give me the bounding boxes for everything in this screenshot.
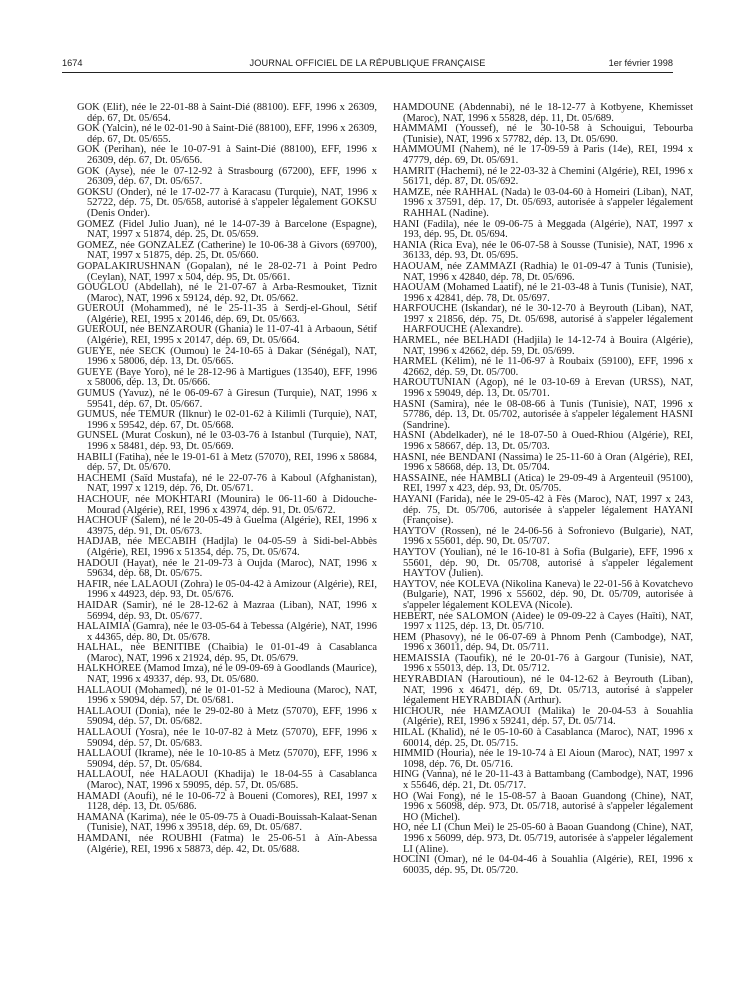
register-entry: HEBERT, née SALOMON (Aidee) le 09-09-22 à Cayes (Haïti), NAT, 1997 x 1125, dép. 13, Dt. 05/710. (393, 610, 693, 633)
journal-title: JOURNAL OFFICIEL DE LA RÉPUBLIQUE FRANÇAISE (249, 58, 486, 68)
register-entry: HIMMID (Houria), née le 19-10-74 à El Aioun (Maroc), NAT, 1997 x 1098, dép. 76, Dt. 05/716. (393, 748, 693, 770)
register-entry: HALLAOUI, née HALAOUI (Khadija) le 18-04-55 à Casablanca (Maroc), NAT, 1996 x 59095, dép. 57, Dt. 05/685. (77, 769, 377, 791)
register-entry: HAMANA (Karima), née le 05-09-75 à Ouadi-Bouissah-Kalaat-Senan (Tunisie), NAT, 1996 x 39518, dép. 69, Dt. 05/687. (77, 811, 377, 834)
register-entry: GOMEZ (Fidel Julio Juan), né le 14-07-39 à Barcelone (Espagne), NAT, 1997 x 51874, dép. 25, Dt. 05/659. (77, 218, 377, 241)
register-entry: HAMADI (Aoufi), né le 10-06-72 à Boueni (Comores), REI, 1997 x 1128, dép. 13, Dt. 05/686. (77, 790, 377, 813)
register-entry: HAYTOV (Youlian), né le 16-10-81 à Sofia (Bulgarie), EFF, 1996 x 55601, dép. 90, Dt. 05/708, autorisé à s'appeler légalement HAYTOV (Julien). (393, 546, 693, 580)
register-entry: HALHAL, née BENITIBE (Chaibia) le 01-01-49 à Casablanca (Maroc), NAT, 1996 x 21924, dép. 95, Dt. 05/679. (77, 642, 377, 664)
register-entry: HILAL (Khalid), né le 05-10-60 à Casablanca (Maroc), NAT, 1996 x 60014, dép. 25, Dt. 05/715. (393, 727, 693, 749)
register-entry: HICHOUR, née HAMZAOUI (Malika) le 20-04-53 à Souahlia (Algérie), REI, 1996 x 59241, dép. 57, Dt. 05/714. (393, 705, 693, 728)
register-entry: HASSAINE, née HAMBLI (Atica) le 29-09-49 à Argenteuil (95100), REI, 1997 x 423, dép. 93, Dt. 05/705. (393, 472, 693, 495)
register-entry: HAFIR, née LALAOUI (Zohra) le 05-04-42 à Amizour (Algérie), REI, 1996 x 44923, dép. 93, Dt. 05/676. (77, 578, 377, 601)
register-entry: GUNSEL (Murat Coskun), né le 03-03-76 à Istanbul (Turquie), NAT, 1996 x 58481, dép. 93, Dt. 05/669. (77, 430, 377, 452)
register-entry: GUEYE, née SECK (Oumou) le 24-10-65 à Dakar (Sénégal), NAT, 1996 x 58006, dép. 13, Dt. 05/665. (77, 345, 377, 368)
register-entry: HAIDAR (Samir), né le 28-12-62 à Mazraa (Liban), NAT, 1996 x 56994, dép. 93, Dt. 05/677. (77, 599, 377, 622)
register-entry: HAYANI (Farida), née le 29-05-42 à Fès (Maroc), NAT, 1997 x 243, dép. 75, Dt. 05/706, autorisée à s'appeler légalement HAYANI (Françoise). (393, 493, 693, 527)
register-entry: HALLAOUI (Yosra), née le 10-07-82 à Metz (57070), EFF, 1996 x 59094, dép. 57, Dt. 05/683. (77, 727, 377, 749)
register-entry: HAYTOV, née KOLEVA (Nikolina Kaneva) le 22-01-56 à Kovatchevo (Bulgarie), NAT, 1996 x 55602, dép. 90, Dt. 05/709, autorisée à s'appeler légalement KOLEVA (Nicole). (393, 578, 693, 611)
register-entry: HALLAOUI (Donia), née le 29-02-80 à Metz (57070), EFF, 1996 x 59094, dép. 57, Dt. 05/682. (77, 705, 377, 728)
register-entry: GOK (Yalcin), né le 02-01-90 à Saint-Dié (88100), EFF, 1996 x 26309, dép. 67, Dt. 05/655. (77, 123, 377, 145)
register-entry: HALLAOUI (Mohamed), né le 01-01-52 à Mediouna (Maroc), NAT, 1996 x 59094, dép. 57, Dt. 05/681. (77, 684, 377, 707)
register-entry: HEM (Phasovy), né le 06-07-69 à Phnom Penh (Cambodge), NAT, 1996 x 36011, dép. 94, Dt. 05/711. (393, 631, 693, 654)
register-entry: HARFOUCHE (Iskandar), né le 30-12-70 à Beyrouth (Liban), NAT, 1997 x 21856, dép. 75, Dt. 05/698, autorisé à s'appeler légalement HARFOUCHE (Alexandre). (393, 303, 693, 336)
register-entry: HASNI, née BENDANI (Nassima) le 25-11-60 à Oran (Algérie), REI, 1996 x 58668, dép. 13, Dt. 05/704. (393, 451, 693, 474)
register-entry: GUMUS, née TEMUR (Ilknur) le 02-01-62 à Kilimli (Turquie), NAT, 1996 x 59542, dép. 67, Dt. 05/668. (77, 409, 377, 431)
register-entry: HOCINI (Omar), né le 04-04-46 à Souahlia (Algérie), REI, 1996 x 60035, dép. 95, Dt. 05/720. (393, 854, 693, 876)
left-column (77, 103, 377, 984)
register-entry: HING (Vanna), né le 20-11-43 à Battambang (Cambodge), NAT, 1996 x 55646, dép. 21, Dt. 05/717. (393, 769, 693, 791)
register-entry: HADOUI (Hayat), née le 21-09-73 à Oujda (Maroc), NAT, 1996 x 59634, dép. 68, Dt. 05/675. (77, 557, 377, 580)
register-entry: HACHOUF, née MOKHTARI (Mounira) le 06-11-60 à Didouche-Mourad (Algérie), REI, 1996 x 43974, dép. 91, Dt. 05/672. (77, 493, 377, 516)
publication-date: 1er février 1998 (608, 58, 673, 68)
register-entry: HAOUAM (Mohamed Laatif), né le 21-03-48 à Tunis (Tunisie), NAT, 1996 x 42841, dép. 78, Dt. 05/697. (393, 282, 693, 304)
register-entry: HACHOUF (Salem), né le 20-05-49 à Guelma (Algérie), REI, 1996 x 43975, dép. 91, Dt. 05/673. (77, 515, 377, 537)
register-entry: HEMAISSIA (Taoufik), né le 20-01-76 à Gargour (Tunisie), NAT, 1996 x 55013, dép. 13, Dt. 05/712. (393, 652, 693, 675)
register-entry: HACHEMI (Saïd Mustafa), né le 22-07-76 à Kaboul (Afghanistan), NAT, 1997 x 1219, dép. 76, Dt. 05/671. (77, 472, 377, 495)
header-rule (62, 72, 673, 73)
register-entry: HAMMAMI (Youssef), né le 30-10-58 à Schouigui, Tebourba (Tunisie), NAT, 1996 x 57782, dép. 13, Dt. 05/690. (393, 123, 693, 145)
register-entry: GOMEZ, née GONZALEZ (Catherine) le 10-06-38 à Givors (69700), NAT, 1997 x 51875, dép. 25, Dt. 05/660. (77, 239, 377, 262)
register-entry: GUEROUI (Mohammed), né le 25-11-35 à Serdj-el-Ghoul, Sétif (Algérie), REI, 1995 x 20146, dép. 69, Dt. 05/663. (77, 303, 377, 325)
register-entry: HAMDANI, née ROUBHI (Fatma) le 25-06-51 à Aïn-Abessa (Algérie), REI, 1996 x 58873, dép. 42, Dt. 05/688. (77, 832, 377, 855)
register-entry: GUMUS (Yavuz), né le 06-09-67 à Giresun (Turquie), NAT, 1996 x 59541, dép. 67, Dt. 05/667. (77, 388, 377, 410)
register-entry: HAYTOV (Rossen), né le 24-06-56 à Sofronievo (Bulgarie), NAT, 1996 x 55601, dép. 90, Dt. 05/707. (393, 525, 693, 548)
register-entry: HALAIMIA (Gamra), née le 03-05-64 à Tebessa (Algérie), NAT, 1996 x 44365, dép. 80, Dt. 05/678. (77, 621, 377, 643)
register-entry: GOPALAKIRUSHNAN (Gopalan), né le 28-02-71 à Point Pedro (Ceylan), NAT, 1997 x 504, dép. 95, Dt. 05/661. (77, 260, 377, 283)
register-entry: HO (Wai Fong), né le 15-08-57 à Baoan Guandong (Chine), NAT, 1996 x 56098, dép. 973, Dt. 05/718, autorisé à s'appeler légalement HO (Michel). (393, 790, 693, 823)
register-entry: HANIA (Rica Eva), née le 06-07-58 à Sousse (Tunisie), NAT, 1996 x 36133, dép. 93, Dt. 05/695. (393, 239, 693, 262)
register-entry: HO, née LI (Chun Mei) le 25-05-60 à Baoan Guandong (Chine), NAT, 1996 x 56099, dép. 973, Dt. 05/719, autorisée à s'appeler légalement LI (Aline). (393, 822, 693, 855)
register-entry: GUEYE (Baye Yoro), né le 28-12-96 à Martigues (13540), EFF, 1996 x 58006, dép. 13, Dt. 05/666. (77, 366, 377, 389)
register-entry: HANI (Fadila), née le 09-06-75 à Meggada (Algérie), NAT, 1997 x 193, dép. 95, Dt. 05/694. (393, 218, 693, 241)
page-number: 1674 (62, 58, 83, 68)
register-entry: HADJAB, née MECABIH (Hadjla) le 04-05-59 à Sidi-bel-Abbès (Algérie), REI, 1996 x 51354, dép. 75, Dt. 05/674. (77, 536, 377, 558)
register-entry: HASNI (Samira), née le 08-08-66 à Tunis (Tunisie), NAT, 1996 x 57786, dép. 13, Dt. 05/702, autorisée à s'appeler légalement HASNI (Sandrine). (393, 398, 693, 431)
register-entry: HALLAOUI (Ikrame), née le 10-10-85 à Metz (57070), EFF, 1996 x 59094, dép. 57, Dt. 05/684. (77, 748, 377, 770)
register-entry: HAMRIT (Hachemi), né le 22-03-32 à Chemini (Algérie), REI, 1996 x 56171, dép. 87, Dt. 05/692. (393, 165, 693, 188)
register-entry: HAMZE, née RAHHAL (Nada) le 03-04-60 à Homeiri (Liban), NAT, 1996 x 37591, dép. 17, Dt. 05/693, autorisée à s'appeler légalement RAHHAL (Nadine). (393, 186, 693, 219)
register-entry: HABILI (Fatiha), née le 19-01-61 à Metz (57070), REI, 1996 x 58684, dép. 57, Dt. 05/670. (77, 451, 377, 474)
register-entry: HEYRABDIAN (Haroutioun), né le 04-12-62 à Beyrouth (Liban), NAT, 1996 x 46471, dép. 69, Dt. 05/713, autorisé à s'appeler légalement HEYRABDIAN (Arthur). (393, 674, 693, 707)
register-entry: HARMEL, née BELHADI (Hadjila) le 14-12-74 à Bouira (Algérie), NAT, 1996 x 42662, dép. 59, Dt. 05/699. (393, 335, 693, 357)
page-header (62, 58, 673, 72)
right-column (393, 103, 693, 984)
register-entry: GOUGLOU (Abdellah), né le 21-07-67 à Arba-Resmouket, Tiznit (Maroc), NAT, 1996 x 59124, dép. 92, Dt. 05/662. (77, 282, 377, 304)
register-entry: HAMDOUNE (Abdennabi), né le 18-12-77 à Kotbyene, Khemisset (Maroc), NAT, 1996 x 55828, dép. 11, Dt. 05/689. (393, 103, 693, 124)
register-entry: HAMMOUMI (Nahem), né le 17-09-59 à Paris (14e), REI, 1994 x 47779, dép. 69, Dt. 05/691. (393, 144, 693, 166)
register-entry: GOK (Perihan), née le 10-07-91 à Saint-Dié (88100), EFF, 1996 x 26309, dép. 67, Dt. 05/656. (77, 144, 377, 166)
register-entry: GOK (Elif), née le 22-01-88 à Saint-Dié (88100). EFF, 1996 x 26309, dép. 67, Dt. 05/654. (77, 103, 377, 124)
register-entry: HASNI (Abdelkader), né le 18-07-50 à Oued-Rhiou (Algérie), REI, 1996 x 58667, dép. 13, Dt. 05/703. (393, 430, 693, 452)
register-entry: HAOUAM, née ZAMMAZI (Radhia) le 01-09-47 à Tunis (Tunisie), NAT, 1996 x 42840, dép. 78, Dt. 05/696. (393, 260, 693, 283)
register-entry: GUEROUI, née BENZAROUR (Ghania) le 11-07-41 à Arbaoun, Sétif (Algérie), REI, 1995 x 20147, dép. 69, Dt. 05/664. (77, 324, 377, 347)
register-entry: HAROUTUNIAN (Agop), né le 03-10-69 à Erevan (URSS), NAT, 1996 x 59049, dép. 13, Dt. 05/701. (393, 377, 693, 400)
register-entry: GOKSU (Onder), né le 17-02-77 à Karacasu (Turquie), NAT, 1996 x 52722, dép. 75, Dt. 05/658, autorisé à s'appeler légalement GOKSU (Denis Onder). (77, 186, 377, 219)
register-entry: HALKHOREE (Mamod Imza), né le 09-09-69 à Goodlands (Maurice), NAT, 1996 x 49337, dép. 93, Dt. 05/680. (77, 663, 377, 686)
register-entry: HARMEL (Kélim), né le 11-06-97 à Roubaix (59100), EFF, 1996 x 42662, dép. 59, Dt. 05/700. (393, 356, 693, 378)
register-entry: GOK (Ayse), née le 07-12-92 à Strasbourg (67200), EFF, 1996 x 26309, dép. 67, Dt. 05/657. (77, 165, 377, 188)
